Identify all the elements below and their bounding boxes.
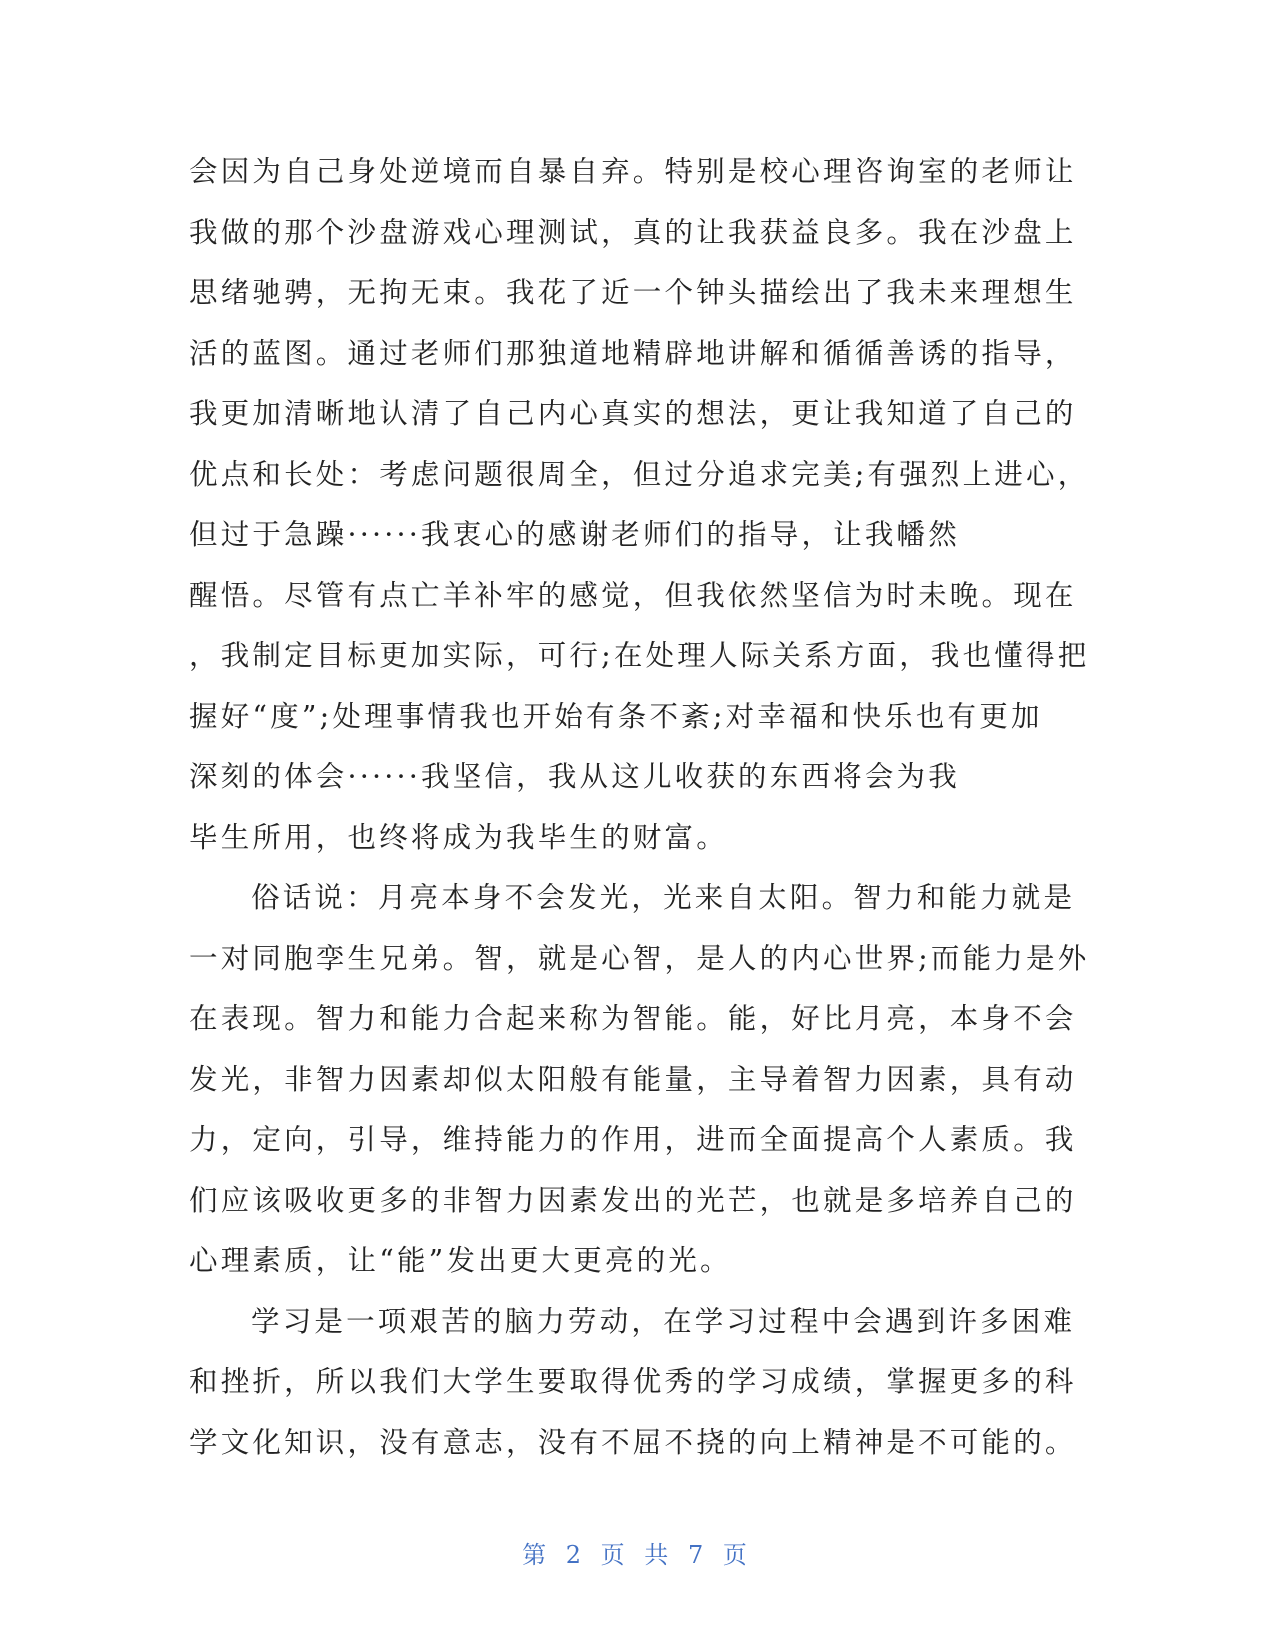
text-line: 一对同胞孪生兄弟。智，就是心智，是人的内心世界;而能力是外 bbox=[189, 941, 1090, 975]
text-line: 和挫折，所以我们大学生要取得优秀的学习成绩，掌握更多的科 bbox=[189, 1365, 1077, 1398]
text-line: 我做的那个沙盘游戏心理测试，真的让我获益良多。我在沙盘上 bbox=[189, 215, 1077, 249]
text-line: 会因为自己身处逆境而自暴自弃。特别是校心理咨询室的老师让 bbox=[189, 155, 1077, 188]
text-line: ，我制定目标更加实际，可行;在处理人际关系方面，我也懂得把 bbox=[189, 639, 1090, 672]
paragraph-first-line: 俗话说：月亮本身不会发光，光来自太阳。智力和能力就是 bbox=[251, 881, 1076, 914]
body-text bbox=[189, 142, 1090, 1473]
text-line: 深刻的体会······我坚信，我从这儿收获的东西将会为我 bbox=[189, 760, 960, 793]
text-line: 但过于急躁······我衷心的感谢老师们的指导，让我幡然 bbox=[189, 518, 960, 551]
paragraph-first-line: 学习是一项艰苦的脑力劳动，在学习过程中会遇到许多困难 bbox=[251, 1304, 1076, 1338]
text-line: 醒悟。尽管有点亡羊补牢的感觉，但我依然坚信为时未晚。现在 bbox=[189, 578, 1077, 612]
text-line: 我更加清晰地认清了自己内心真实的想法，更让我知道了自己的 bbox=[189, 397, 1077, 430]
text-line: 优点和长处：考虑问题很周全，但过分追求完美;有强烈上进心， bbox=[189, 457, 1090, 491]
text-line: 力，定向，引导，维持能力的作用，进而全面提高个人素质。我 bbox=[189, 1123, 1077, 1156]
text-line: 心理素质，让“能”发出更大更亮的光。 bbox=[189, 1244, 732, 1277]
text-line: 毕生所用，也终将成为我毕生的财富。 bbox=[189, 820, 728, 854]
text-line: 思绪驰骋，无拘无束。我花了近一个钟头描绘出了我未来理想生 bbox=[189, 276, 1077, 309]
text-line: 们应该吸收更多的非智力因素发出的光芒，也就是多培养自己的 bbox=[189, 1183, 1077, 1217]
text-line: 学文化知识，没有意志，没有不屈不挠的向上精神是不可能的。 bbox=[189, 1425, 1077, 1459]
text-line: 发光，非智力因素却似太阳般有能量，主导着智力因素，具有动 bbox=[189, 1062, 1077, 1096]
text-line: 活的蓝图。通过老师们那独道地精辟地讲解和循循善诱的指导， bbox=[189, 336, 1077, 370]
page-number-footer: 第 2 页 共 7 页 bbox=[522, 1541, 753, 1569]
text-line: 握好“度”;处理事情我也开始有条不紊;对幸福和快乐也有更加 bbox=[189, 699, 1043, 733]
text-line: 在表现。智力和能力合起来称为智能。能，好比月亮，本身不会 bbox=[189, 1002, 1077, 1035]
